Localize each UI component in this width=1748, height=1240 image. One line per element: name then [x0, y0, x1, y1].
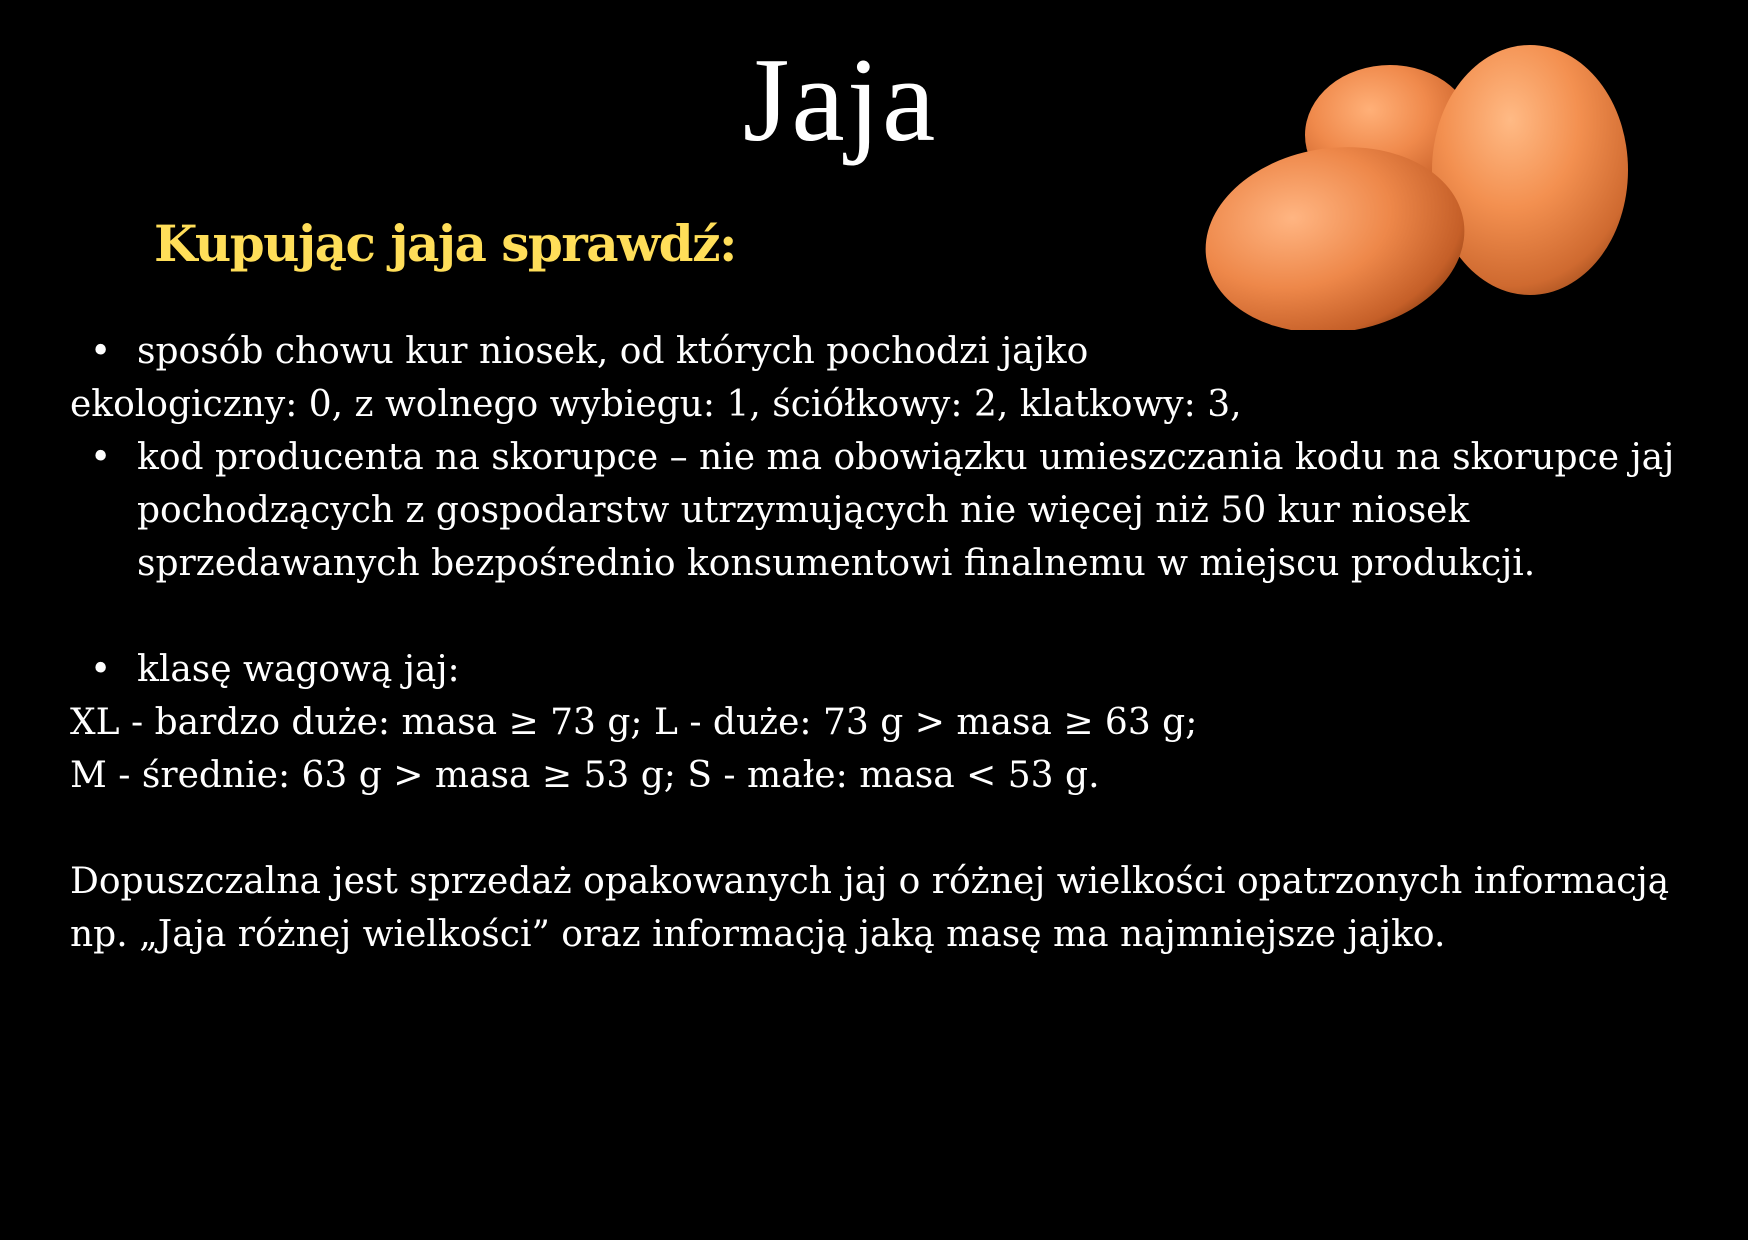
section-heading: Kupując jaja sprawdź:	[154, 214, 736, 273]
page-title: Jaja	[742, 33, 938, 166]
bullet-dot: •	[90, 331, 112, 372]
eggs-image	[1200, 40, 1660, 330]
text-line: M - średnie: 63 g > masa ≥ 53 g; S - małe: masa < 53 g.	[70, 755, 1100, 796]
content-body	[70, 325, 1710, 961]
text-line: ekologiczny: 0, z wolnego wybiegu: 1, ściółkowy: 2, klatkowy: 3,	[70, 384, 1242, 425]
list-item-text: kod producenta na skorupce – nie ma obowiązku umieszczania kodu na skorupce jaj pochodzących z gospodarstw utrzymujących nie więcej niż 50 kur niosek sprzedawanych bezpośrednio konsumentowi finalnemu w miejscu produkcji.	[137, 437, 1675, 584]
list-item	[70, 325, 1710, 378]
paragraph: Dopuszczalna jest sprzedaż opakowanych jaj o różnej wielkości opatrzonych informacją np. „Jaja różnej wielkości” oraz informacją jaką masę ma najmniejsze jajko.	[70, 861, 1670, 955]
text-line: XL - bardzo duże: masa ≥ 73 g; L - duże: 73 g > masa ≥ 63 g;	[70, 702, 1198, 743]
spacer	[70, 590, 1710, 643]
list-item	[70, 431, 1710, 590]
bullet-dot: •	[90, 437, 112, 478]
spacer	[70, 802, 1710, 855]
list-item	[70, 643, 1710, 696]
egg-right	[1432, 45, 1628, 295]
bullet-dot: •	[90, 649, 112, 690]
list-item-text: klasę wagową jaj:	[137, 649, 460, 690]
list-item-text: sposób chowu kur niosek, od których pochodzi jajko	[137, 331, 1089, 372]
